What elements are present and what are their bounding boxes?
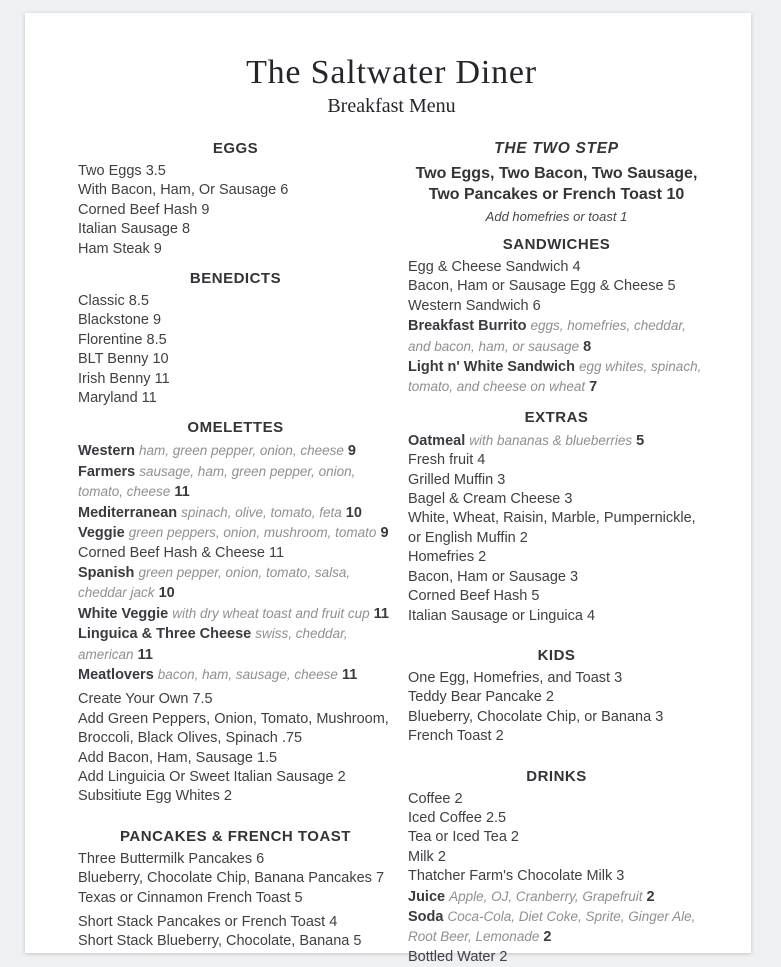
menu-item — [78, 749, 393, 768]
item-price: 5 — [531, 588, 540, 605]
item-price: 4 — [586, 607, 596, 624]
item-name: Soda — [408, 908, 444, 925]
item-price: 3 — [570, 568, 579, 585]
item-text: Florentine — [78, 331, 143, 348]
menu-section-sandwiches — [408, 236, 705, 398]
item-text: Create Your Own — [78, 691, 189, 708]
menu-item — [78, 441, 393, 461]
menu-item — [78, 503, 393, 523]
menu-item — [78, 544, 393, 563]
menu-section-eggs — [78, 140, 393, 259]
item-name: Meatlovers — [78, 666, 154, 683]
item-price: 8 — [583, 338, 592, 355]
item-price: 4 — [572, 259, 581, 275]
item-price: 6 — [280, 182, 289, 199]
item-name: Spanish — [78, 564, 135, 581]
item-desc: green pepper, onion, tomato, salsa, cheddar jack — [78, 564, 351, 601]
item-text: Blackstone — [78, 312, 149, 329]
item-price: 2 — [454, 790, 463, 807]
menu-item — [78, 201, 393, 220]
menu-item — [408, 809, 705, 828]
item-price: 3.5 — [145, 163, 166, 179]
item-text: Blueberry, Chocolate Chip, or Banana — [408, 708, 652, 725]
section-title-eggs: EGGS — [212, 140, 259, 157]
menu-item — [408, 848, 705, 867]
item-price: 5 — [636, 432, 645, 449]
item-name: Farmers — [78, 463, 136, 480]
menu-item — [408, 727, 705, 746]
item-text: Homefries — [408, 549, 475, 566]
item-text: Italian Sausage or Linguica — [408, 607, 583, 624]
item-price: 2.5 — [485, 809, 507, 826]
menu-item — [408, 907, 705, 948]
menu-item — [78, 665, 393, 685]
item-price: 9 — [201, 201, 210, 218]
section-title-the-two-step: THE TWO STEP — [494, 140, 619, 157]
item-text: One Egg, Homefries, and Toast — [408, 669, 611, 686]
menu-item — [408, 431, 705, 451]
menu-item — [78, 787, 393, 806]
item-text: Western Sandwich — [408, 297, 529, 314]
item-desc: ham, green pepper, onion, cheese — [138, 443, 344, 459]
item-name: Breakfast Burrito — [408, 318, 527, 335]
item-price: 3 — [616, 868, 625, 885]
item-price: 3 — [655, 708, 664, 725]
section-block — [408, 163, 705, 225]
item-text: French Toast — [408, 728, 492, 745]
menu-item — [78, 913, 393, 932]
menu-section-the-two-step — [408, 140, 705, 225]
item-text: Add Linguicia Or Sweet Italian Sausage — [78, 768, 334, 785]
item-price: 8.5 — [146, 331, 167, 348]
item-text: White, Wheat, Raisin, Marble, Pumpernickle, or English Muffin — [408, 510, 696, 546]
item-price: 6 — [256, 850, 265, 867]
item-price: 2 — [545, 689, 554, 706]
item-name: Juice — [408, 888, 446, 905]
item-price: 3 — [614, 669, 623, 686]
combo-line: Two Pancakes or French Toast 10 — [428, 186, 685, 203]
item-text: Two Eggs — [78, 163, 142, 179]
item-name: Light n' White Sandwich — [408, 359, 575, 376]
menu-item — [78, 523, 393, 543]
item-price: 11 — [154, 370, 170, 387]
menu-item — [408, 948, 705, 967]
item-text: Egg & Cheese Sandwich — [408, 259, 569, 275]
item-price: 5 — [353, 933, 362, 950]
item-desc: Apple, OJ, Cranberry, Grapefruit — [449, 888, 643, 904]
item-price: 11 — [341, 666, 358, 683]
menu-section-pancakes-french-toast — [78, 828, 393, 952]
menu-item — [408, 258, 705, 277]
item-desc: with dry wheat toast and fruit cup — [172, 605, 370, 621]
item-text: Short Stack Blueberry, Chocolate, Banana — [78, 933, 350, 950]
item-name: White Veggie — [78, 605, 169, 622]
item-name: Western — [78, 443, 135, 460]
combo-note: Add homefries or toast 1 — [485, 209, 628, 224]
menu-item — [78, 563, 393, 604]
menu-item — [408, 867, 705, 886]
item-price: 2 — [337, 768, 346, 785]
item-price: 9 — [347, 443, 356, 460]
item-name: Oatmeal — [408, 432, 466, 449]
item-price: 3 — [564, 491, 573, 508]
menu-item — [408, 790, 705, 809]
menu-item — [78, 220, 393, 239]
item-desc: spinach, olive, tomato, feta — [181, 504, 342, 520]
menu-item — [78, 932, 393, 951]
item-price: 11 — [373, 605, 390, 622]
item-text: Corned Beef Hash & Cheese — [78, 544, 265, 561]
item-price: 1.5 — [256, 749, 278, 766]
item-text: With Bacon, Ham, Or Sausage — [78, 182, 277, 199]
menu-item — [78, 370, 393, 389]
menu-item — [408, 451, 705, 470]
menu-item — [408, 509, 705, 548]
section-block — [78, 913, 393, 952]
menu-item — [78, 292, 393, 311]
item-price: 2 — [495, 728, 504, 745]
item-price: 11 — [174, 484, 190, 501]
section-block — [78, 441, 393, 685]
menu-item — [78, 331, 393, 350]
restaurant-name: The Saltwater Diner — [246, 54, 537, 91]
item-text: Maryland — [78, 390, 138, 407]
menu-item — [78, 181, 393, 200]
item-name: Veggie — [78, 525, 125, 542]
menu-item — [408, 471, 705, 490]
item-price: 3 — [497, 471, 506, 488]
item-price: 8 — [182, 221, 191, 238]
item-price: 6 — [532, 297, 541, 314]
section-title-drinks: DRINKS — [526, 767, 587, 785]
item-price: 5 — [667, 278, 676, 295]
menu-section-omelettes — [78, 419, 393, 806]
menu-item — [78, 311, 393, 330]
section-title-kids: KIDS — [537, 646, 576, 664]
item-text: Three Buttermilk Pancakes — [78, 850, 253, 867]
right-column — [408, 140, 705, 967]
item-price: 2 — [437, 848, 446, 865]
item-text: Teddy Bear Pancake — [408, 689, 542, 706]
item-text: Iced Coffee — [408, 809, 482, 826]
item-text: Grilled Muffin — [408, 471, 494, 488]
item-text: Classic — [78, 293, 125, 310]
menu-section-kids — [408, 647, 705, 747]
item-text: BLT Benny — [78, 351, 149, 368]
item-text: Bagel & Cream Cheese — [408, 491, 561, 508]
item-text: Coffee — [408, 790, 451, 807]
menu-item — [408, 669, 705, 688]
menu-item — [408, 316, 705, 357]
item-text: Italian Sausage — [78, 221, 178, 238]
menu-item — [408, 277, 705, 296]
item-text: Fresh fruit — [408, 452, 474, 469]
item-name: Linguica & Three Cheese — [78, 626, 252, 643]
section-title-benedicts: BENEDICTS — [189, 270, 282, 288]
item-desc: sausage, ham, green pepper, onion, tomato, cheese — [78, 463, 356, 500]
item-price: 2 — [510, 829, 519, 846]
item-desc: eggs, homefries, cheddar, and bacon, ham, or sausage — [408, 318, 686, 354]
section-block — [408, 431, 705, 626]
item-text: Corned Beef Hash — [78, 201, 198, 218]
item-text: Texas or Cinnamon French Toast — [78, 889, 291, 906]
menu-item — [78, 462, 393, 503]
menu-page — [25, 13, 751, 965]
menu-item — [78, 710, 393, 749]
item-text: Corned Beef Hash — [408, 588, 528, 605]
section-block — [78, 850, 393, 908]
item-price: 9 — [153, 240, 162, 257]
item-price: 4 — [329, 914, 338, 930]
item-text: Thatcher Farm's Chocolate Milk — [408, 868, 613, 885]
item-desc: green peppers, onion, mushroom, tomato — [128, 525, 377, 541]
menu-item — [408, 887, 705, 907]
item-price: 2 — [499, 948, 508, 965]
menu-item — [78, 162, 393, 181]
menu-item — [408, 297, 705, 316]
item-price: 2 — [543, 929, 552, 946]
item-text: Add Green Peppers, Onion, Tomato, Mushroom, Broccoli, Black Olives, Spinach — [78, 710, 389, 747]
item-desc: egg whites, spinach, tomato, and cheese on wheat — [408, 359, 702, 395]
menu-item — [408, 587, 705, 606]
item-price: 10 — [152, 351, 169, 368]
menu-header — [78, 53, 705, 119]
item-price: 7.5 — [192, 691, 213, 708]
item-text: Milk — [408, 848, 434, 865]
item-price: 7 — [375, 870, 385, 887]
item-price: 2 — [223, 788, 232, 805]
menu-item — [408, 607, 705, 626]
item-price: .75 — [281, 730, 303, 747]
menu-item — [78, 624, 393, 665]
item-text: Ham Steak — [78, 240, 150, 257]
section-block — [408, 258, 705, 398]
item-text: Short Stack Pancakes or French Toast — [78, 914, 326, 930]
menu-item — [408, 708, 705, 727]
item-price: 10 — [345, 504, 362, 521]
menu-item — [78, 690, 393, 709]
item-desc: swiss, cheddar, american — [78, 626, 348, 662]
menu-columns — [78, 140, 705, 967]
menu-item — [78, 240, 393, 259]
menu-item — [78, 850, 393, 869]
item-price: 9 — [152, 312, 162, 329]
menu-section-benedicts — [78, 270, 393, 408]
section-block — [78, 162, 393, 259]
item-text: Bacon, Ham or Sausage Egg & Cheese — [408, 278, 664, 295]
item-text: Bacon, Ham or Sausage — [408, 568, 566, 585]
item-text: Subsitiute Egg Whites — [78, 788, 220, 805]
item-text: Bottled Water — [408, 948, 496, 965]
section-block — [408, 669, 705, 747]
section-block — [408, 790, 705, 967]
menu-item — [408, 357, 705, 398]
item-text: Blueberry, Chocolate Chip, Banana Pancakes — [78, 870, 372, 887]
section-title-pancakes-french-toast: PANCAKES & FRENCH TOAST — [120, 827, 351, 845]
menu-item — [78, 389, 393, 408]
menu-item — [78, 604, 393, 624]
section-title-omelettes: OMELETTES — [187, 419, 284, 437]
menu-item — [78, 889, 393, 908]
item-price: 2 — [478, 549, 487, 566]
item-name: Mediterranean — [78, 504, 178, 521]
item-text: Irish Benny — [78, 370, 151, 387]
item-price: 11 — [269, 544, 285, 561]
item-price: 7 — [589, 379, 598, 396]
section-block — [78, 292, 393, 408]
menu-section-drinks — [408, 768, 705, 967]
item-desc: bacon, ham, sausage, cheese — [157, 666, 338, 682]
item-price: 2 — [646, 888, 655, 905]
menu-item — [408, 548, 705, 567]
menu-item — [408, 490, 705, 509]
menu-item — [78, 768, 393, 787]
menu-item — [78, 869, 393, 888]
section-block — [78, 690, 393, 806]
item-price: 8.5 — [128, 293, 149, 310]
menu-item — [408, 568, 705, 587]
item-price: 9 — [380, 525, 389, 542]
menu-item — [408, 828, 705, 847]
item-text: Tea or Iced Tea — [408, 829, 507, 846]
menu-subtitle: Breakfast Menu — [327, 95, 456, 117]
item-price: 11 — [141, 390, 157, 407]
section-title-sandwiches: SANDWICHES — [502, 236, 611, 253]
section-title-extras: EXTRAS — [524, 408, 589, 426]
item-price: 2 — [519, 529, 528, 546]
item-text: Add Bacon, Ham, Sausage — [78, 749, 253, 766]
item-price: 5 — [294, 889, 303, 906]
item-desc: with bananas & blueberries — [469, 432, 633, 448]
item-price: 10 — [158, 585, 175, 602]
item-price: 4 — [477, 452, 486, 469]
item-price: 11 — [137, 646, 153, 663]
combo-line: Two Eggs, Two Bacon, Two Sausage, — [415, 165, 698, 182]
item-desc: Coca-Cola, Diet Coke, Sprite, Ginger Ale, Root Beer, Lemonade — [408, 908, 696, 945]
menu-item — [408, 688, 705, 707]
menu-section-extras — [408, 409, 705, 626]
left-column — [78, 140, 393, 967]
menu-item — [78, 350, 393, 369]
